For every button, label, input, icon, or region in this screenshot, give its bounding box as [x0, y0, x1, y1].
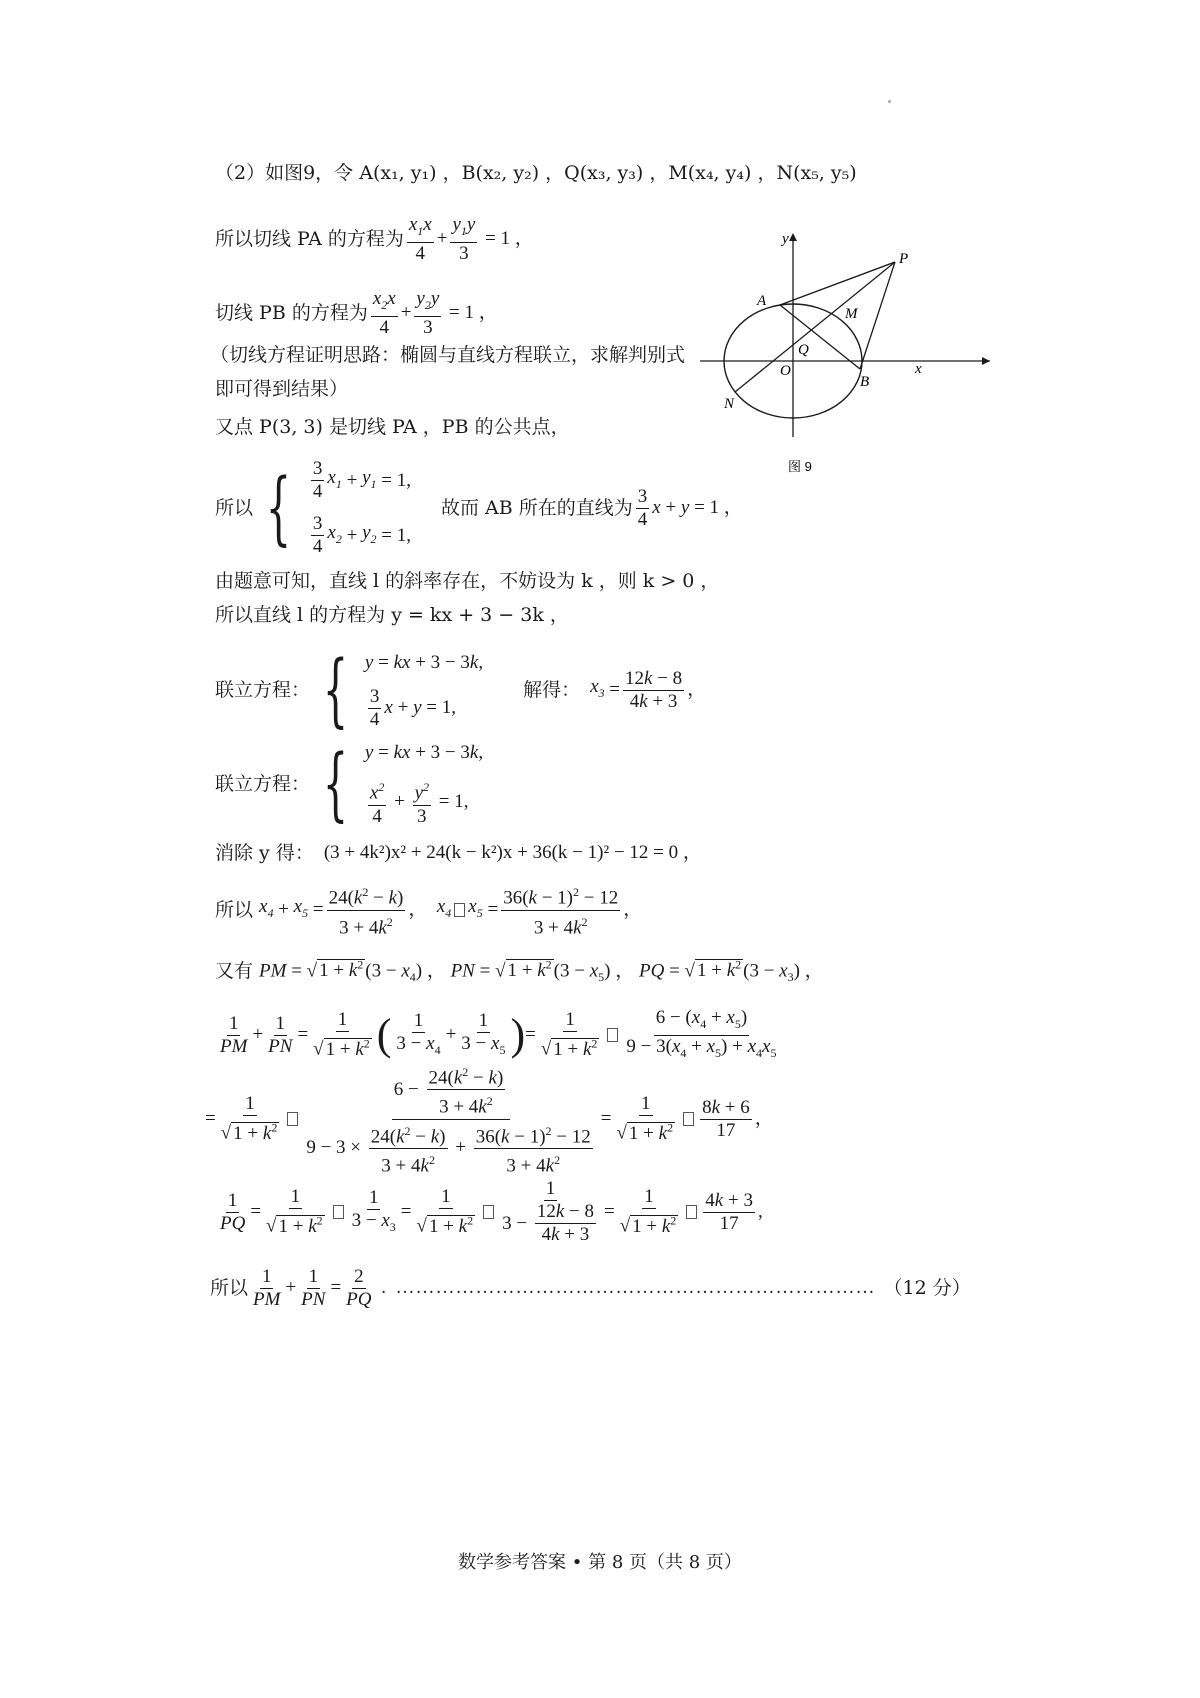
intro-text: （2）如图9，令 A(x₁, y₁) ，B(x₂, y₂) ，Q(x₃, y₃) ，M(x₄, y₄) ，N(x₅, y₅): [215, 162, 857, 184]
suoyi-label: 所以: [215, 899, 254, 921]
label-n: N: [724, 396, 735, 412]
point-p-text: 又点 P(3, 3) 是切线 PA ，PB 的公共点，: [215, 416, 570, 438]
so-label: 所以: [215, 497, 254, 519]
tangent-pa-line: 所以切线 PA 的方程为 $\frac{x_1x}{4}$ + $\frac{y_1y}{3}$ = 1 ，: [215, 214, 534, 264]
proof-note-text-2: 即可得到结果）: [215, 378, 349, 400]
label-o: O: [780, 363, 791, 379]
frac-y1y-3: $\frac{y_1y}{3}$: [452, 214, 476, 264]
label-x: x: [915, 361, 922, 377]
distance-line: 又有 PM = √ $1 + k^2$ $(3 - x_4)$ ， PN = √ $1 + k^2$ $(3 - x_5)$ ， PQ = √ $1 + k^2$ $(3 - x_3)$ ，: [215, 958, 824, 985]
youyou-label: 又有: [215, 960, 254, 983]
intro-line: [215, 160, 857, 186]
proof-note: [210, 342, 685, 368]
tangent-pa-label: 所以切线 PA 的方程为: [215, 228, 404, 251]
label-y: y: [782, 231, 789, 247]
system-ab-line: 所以 { $\frac{3}{4}$ $x_1$ + $y_1$ = 1, $\frac{3}{4}$ $x_2$ + $y_2$ = 1, 故而 AB 所在的直线为 $\frac{3}{4}$ x + y = 1 ，: [215, 458, 743, 557]
scan-speck: [888, 100, 891, 103]
proof-note-text: （切线方程证明思路：椭圆与直线方程联立，求解判别式: [210, 344, 686, 366]
score-label: （12 分）: [883, 1277, 971, 1299]
lianli-label-2: 联立方程：: [215, 773, 311, 795]
quadratic-equation: (3 + 4k²)x² + 24(k − k²)x + 36(k − 1)² − 12 = 0 ，: [323, 842, 702, 863]
eliminate-line: [215, 840, 702, 866]
label-p: P: [899, 251, 909, 267]
tangent-pb: [860, 262, 895, 369]
label-m: M: [845, 306, 858, 322]
frac-x2x-4: $\frac{x_2x}{4}$: [372, 288, 396, 338]
frac-y2y-3: $\frac{y_2y}{3}$: [416, 288, 440, 338]
eliminate-label: 消除 y 得：: [215, 842, 314, 864]
page-footer: 数学参考答案 • 第 8 页（共 8 页）: [458, 1552, 742, 1573]
system-3-line: 联立方程： { y = kx + 3 − 3k, $\frac{x^2}{4}$ + $\frac{y^2}{3}$ = 1,: [215, 737, 484, 830]
line-l: [735, 262, 895, 392]
point-p-line: [215, 414, 570, 440]
frac-x1x-4: $\frac{x_1x}{4}$: [408, 214, 432, 264]
tangent-pa: [780, 262, 895, 305]
lianli-label-1: 联立方程：: [215, 679, 311, 701]
tangent-pb-label: 切线 PB 的方程为: [215, 302, 368, 325]
label-b: B: [860, 374, 870, 390]
final-label: 所以: [210, 1277, 249, 1299]
sum-reciprocal-line: $\frac{1}{PM}$ + $\frac{1}{PN}$ = $\frac{1}{√ 1 + k^2}$ ( $\frac{1}{3 - x_4}$ + $\frac{1}{3 - x_5}$ ) = $\frac{1}{√ 1 + k^2}$ $\frac{6 - (x_4 + x_5)}{9 - 3(x_4 + x_5) + x_4x_5}$: [220, 1006, 777, 1060]
slope-line: [215, 568, 719, 594]
ab-line-label: 故而 AB 所在的直线为: [440, 497, 633, 519]
proof-note-2: [215, 376, 348, 402]
line-l-eq: [215, 602, 569, 628]
jiede-label: 解得：: [523, 679, 581, 701]
pq-reciprocal-line: $\frac{1}{PQ}$ = $\frac{1}{√ 1 + k^2}$ $\frac{1}{3 - x_3}$ = $\frac{1}{√ 1 + k^2}$ 1 3 − $\frac{12k - 8}{4k + 3}$ = $\frac{1}{√ 1 + k^2}$ $\frac{4k + 3}{17}$ ,: [220, 1178, 763, 1245]
figure-9-diagram: [724, 231, 1020, 485]
tangent-pb-line: 切线 PB 的方程为 $\frac{x_2x}{4}$ + $\frac{y_2y}{3}$ = 1 ，: [215, 288, 498, 338]
figure-caption: 图 9: [788, 459, 812, 474]
vieta-line: 所以 $x_4$ + $x_5$ = $\frac{24(k^2 - k)}{3 + 4k^2}$ ， $x_4$ $x_5$ = $\frac{36(k - 1)^2 - 12}{3 + 4k^2}$ ，: [215, 880, 642, 940]
conclusion-line: 所以 $\frac{1}{PM}$ + $\frac{1}{PN}$ = $\frac{2}{PQ}$ . ……………………………………………………………… （12 分）: [210, 1265, 971, 1310]
label-q: Q: [798, 342, 809, 358]
slope-text: 由题意可知，直线 l 的斜率存在，不妨设为 k ，则 k > 0 ，: [215, 570, 720, 592]
substitution-line: = $\frac{1}{√ 1 + k^2}$ 6 − $\frac{24(k^2 - k)}{3 + 4k^2}$ 9 − 3 × $\frac{24(k^2 - k)}{3 + 4k^2}$ + $\frac{36(k - 1)^2 - 12}{3 + 4k^2}$ = $\frac{1}{√ 1 + k^2}$ $\frac{8k + 6}{17}$ ，: [205, 1064, 774, 1174]
label-a: A: [757, 293, 767, 309]
y-axis-arrow: [789, 233, 797, 241]
system-2-line: 联立方程： { y = kx + 3 − 3k, $\frac{3}{4}$ x + y = 1, 解得： $x_3$ = $\frac{12k - 8}{4k + 3}$ ，: [215, 643, 707, 736]
x-axis-arrow: [982, 357, 990, 365]
line-l-text: 所以直线 l 的方程为 y = kx + 3 − 3k ，: [215, 604, 569, 626]
